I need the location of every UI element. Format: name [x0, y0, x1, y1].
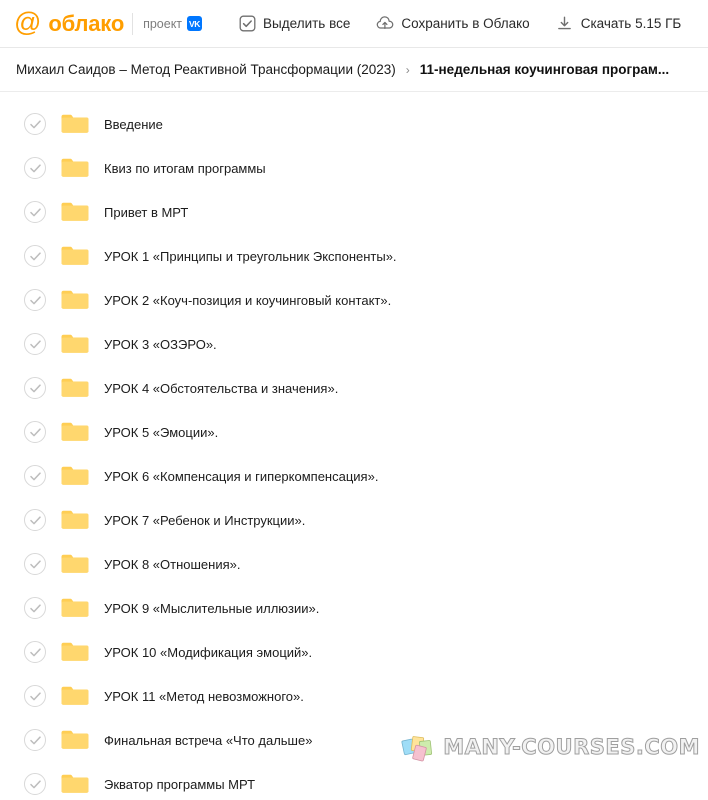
table-row[interactable]	[0, 190, 708, 234]
folder-icon	[60, 332, 90, 356]
folder-name-label: УРОК 7 «Ребенок и Инструкции».	[104, 512, 306, 528]
row-checkbox[interactable]	[24, 553, 46, 575]
download-button[interactable]	[556, 15, 682, 33]
folder-icon	[60, 508, 90, 532]
row-checkbox[interactable]	[24, 729, 46, 751]
table-row[interactable]	[0, 454, 708, 498]
folder-name-label: Экватор программы МРТ	[104, 776, 256, 792]
save-to-cloud-button[interactable]	[376, 15, 529, 33]
folder-icon	[60, 728, 90, 752]
folder-icon	[60, 112, 90, 136]
project-badge-group	[143, 16, 202, 31]
folder-name-label: УРОК 11 «Метод невозможного».	[104, 688, 304, 704]
table-row[interactable]	[0, 146, 708, 190]
at-icon: @	[14, 7, 42, 37]
folder-icon	[60, 200, 90, 224]
folder-icon	[60, 288, 90, 312]
table-row[interactable]	[0, 762, 708, 800]
row-checkbox[interactable]	[24, 421, 46, 443]
row-checkbox[interactable]	[24, 245, 46, 267]
folder-name-label: Квиз по итогам программы	[104, 160, 266, 176]
save-to-cloud-label: Сохранить в Облако	[401, 16, 530, 31]
row-checkbox[interactable]	[24, 157, 46, 179]
breadcrumb-current: 11-недельная коучинговая програм...	[419, 62, 670, 77]
file-list	[0, 92, 708, 800]
row-checkbox[interactable]	[24, 685, 46, 707]
table-row[interactable]	[0, 102, 708, 146]
select-all-label: Выделить все	[263, 16, 351, 31]
download-label: Скачать 5.15 ГБ	[580, 16, 682, 31]
folder-name-label: УРОК 9 «Мыслительные иллюзии».	[104, 600, 320, 616]
folder-icon	[60, 420, 90, 444]
folder-name-label: УРОК 1 «Принципы и треугольник Экспоненты».	[104, 248, 397, 264]
table-row[interactable]	[0, 542, 708, 586]
check-square-icon	[238, 15, 256, 33]
chevron-right-icon: ›	[405, 62, 410, 77]
folder-name-label: УРОК 6 «Компенсация и гиперкомпенсация».	[104, 468, 379, 484]
folder-icon	[60, 376, 90, 400]
table-row[interactable]	[0, 498, 708, 542]
folder-name-label: УРОК 2 «Коуч-позиция и коучинговый контакт».	[104, 292, 392, 308]
folder-icon	[60, 640, 90, 664]
table-row[interactable]	[0, 410, 708, 454]
divider	[132, 13, 133, 35]
folder-name-label: УРОК 8 «Отношения».	[104, 556, 241, 572]
table-row[interactable]	[0, 586, 708, 630]
watermark-text: MANY-COURSES.COM	[443, 735, 700, 759]
breadcrumb	[0, 48, 708, 92]
logo-text: облако	[48, 10, 125, 36]
folder-name-label: Финальная встреча «Что дальше»	[104, 732, 313, 748]
row-checkbox[interactable]	[24, 201, 46, 223]
select-all-button[interactable]	[238, 15, 350, 33]
toolbar-actions	[238, 15, 681, 33]
folder-icon	[60, 552, 90, 576]
project-label: проект	[143, 16, 183, 31]
table-row[interactable]	[0, 278, 708, 322]
vk-logo-icon: VK	[187, 16, 202, 31]
folder-icon	[60, 464, 90, 488]
download-icon	[556, 15, 574, 33]
folder-icon	[60, 772, 90, 796]
row-checkbox[interactable]	[24, 289, 46, 311]
row-checkbox[interactable]	[24, 377, 46, 399]
table-row[interactable]	[0, 674, 708, 718]
folder-name-label: УРОК 10 «Модификация эмоций».	[104, 644, 313, 660]
folder-name-label: Введение	[104, 116, 163, 132]
folder-icon	[60, 244, 90, 268]
row-checkbox[interactable]	[24, 641, 46, 663]
logo[interactable]	[14, 7, 125, 37]
folder-icon	[60, 596, 90, 620]
row-checkbox[interactable]	[24, 465, 46, 487]
folder-name-label: УРОК 3 «ОЗЭРО».	[104, 336, 217, 352]
row-checkbox[interactable]	[24, 333, 46, 355]
folder-icon	[60, 684, 90, 708]
row-checkbox[interactable]	[24, 597, 46, 619]
folder-icon	[60, 156, 90, 180]
top-toolbar	[0, 0, 708, 48]
row-checkbox[interactable]	[24, 509, 46, 531]
folder-name-label: УРОК 5 «Эмоции».	[104, 424, 219, 440]
row-checkbox[interactable]	[24, 113, 46, 135]
table-row[interactable]	[0, 630, 708, 674]
cloud-upload-icon	[376, 15, 394, 33]
table-row[interactable]	[0, 366, 708, 410]
table-row[interactable]	[0, 718, 708, 762]
table-row[interactable]	[0, 322, 708, 366]
folder-name-label: Привет в МРТ	[104, 204, 189, 220]
breadcrumb-root[interactable]: Михаил Саидов – Метод Реактивной Трансформации (2023)	[16, 62, 396, 77]
row-checkbox[interactable]	[24, 773, 46, 795]
table-row[interactable]	[0, 234, 708, 278]
folder-name-label: УРОК 4 «Обстоятельства и значения».	[104, 380, 339, 396]
